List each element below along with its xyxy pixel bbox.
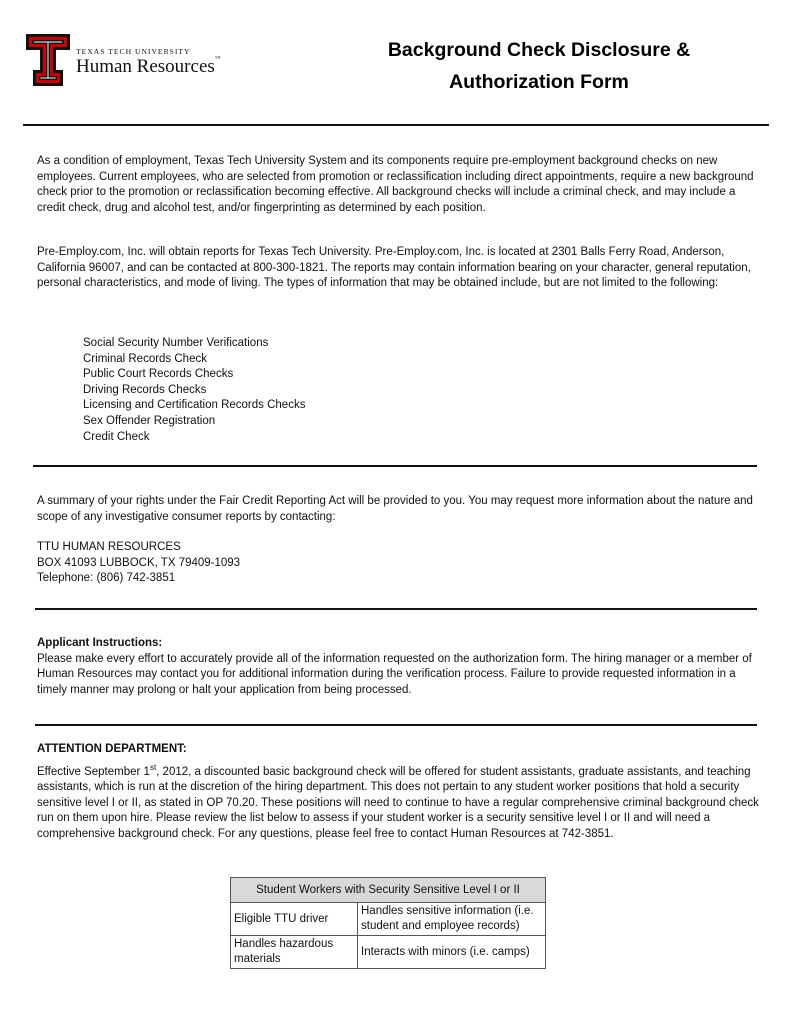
logo-main-text: Human Resources [76, 56, 215, 77]
table-cell: Interacts with minors (i.e. camps) [358, 936, 546, 969]
table-header-row [231, 878, 546, 903]
instructions-heading: Applicant Instructions: [37, 637, 163, 649]
table-header: Student Workers with Security Sensitive Level I or II [231, 878, 546, 903]
logo-department-name [76, 56, 221, 78]
contact-address [37, 540, 437, 587]
table-cell: Handles sensitive information (i.e. student and employee records) [358, 903, 546, 936]
ttu-hr-logo [26, 34, 236, 86]
list-item: Public Court Records Checks [83, 368, 234, 381]
information-types-list [83, 336, 483, 445]
section-divider [35, 608, 757, 610]
security-sensitive-table [230, 877, 546, 969]
attention-body-rest: , 2012, a discounted basic background check will be offered for student assistants, graduate assistants, and teaching assistants, which is run at the discretion of the hiring department. This does not pertain to any student worker positions that hold a security sensitive level I or II, as stated in OP 70.20. These positions will need to continue to have a regular comprehensive criminal background check run on them upon hire. Please review the list below to assess if your student worker is a security sensitive level I or II and will need a comprehensive background check. For any questions, please feel free to contact Human Resources at 742-3851. [37, 765, 759, 840]
attention-department [37, 742, 759, 842]
logo-trademark: ™ [214, 56, 221, 62]
instructions-body: Please make every effort to accurately provide all of the information requested on the authorization form. The hiring manager or a member of Human Resources may contact you for additional information during the verification process. Failure to provide requested information in a timely manner may prolong or halt your application from being processed. [37, 652, 752, 696]
attention-body-start: Effective September 1 [37, 765, 150, 778]
header-divider [23, 124, 769, 126]
table-row [231, 903, 546, 936]
page-title [330, 34, 748, 98]
address-telephone: Telephone: (806) 742-3851 [37, 572, 176, 585]
section-divider [35, 724, 757, 726]
table-cell: Handles hazardous materials [231, 936, 358, 969]
title-line-1: Background Check Disclosure & [387, 39, 691, 61]
title-line-2: Authorization Form [449, 71, 629, 93]
address-line-2: BOX 41093 LUBBOCK, TX 79409-1093 [37, 556, 241, 569]
double-t-logo-icon [26, 34, 70, 86]
list-item: Licensing and Certification Records Checks [83, 399, 306, 412]
logo-university-name: TEXAS TECH UNIVERSITY [76, 47, 191, 56]
attention-heading: ATTENTION DEPARTMENT: [37, 743, 187, 755]
ordinal-suffix: st [149, 762, 157, 772]
list-item: Criminal Records Check [83, 352, 207, 365]
list-item: Credit Check [83, 430, 150, 443]
attention-body [37, 760, 759, 843]
list-item: Social Security Number Verifications [83, 337, 269, 349]
intro-paragraph-2: Pre-Employ.com, Inc. will obtain reports for Texas Tech University. Pre-Employ.com, Inc. is located at 2301 Balls Ferry Road, Anderson, California 96007, and can be contacted at 800-300-1821. The reports may contain information bearing on your character, general reputation, personal characteristics, and mode of living. The types of information that may be obtained include, but are not limited to the following: [37, 246, 751, 290]
rights-paragraph: A summary of your rights under the Fair Credit Reporting Act will be provided to you. You may request more information about the nature and scope of any investigative consumer reports by contacting: [37, 495, 753, 523]
section-divider [33, 465, 757, 467]
list-item: Sex Offender Registration [83, 414, 216, 427]
address-line-1: TTU HUMAN RESOURCES [37, 541, 181, 553]
intro-paragraph-1: As a condition of employment, Texas Tech University System and its components require pre-employment background checks on new employees. Current employees, who are selected from promotion or reclassification including direct appointments, require a new background check prior to the promotion or reclassification becoming effective. All background checks will include a criminal check, and may include a credit check, drug and alcohol test, and/or fingerprinting as determined by each position. [37, 155, 754, 214]
table-row [231, 936, 546, 969]
table-cell: Eligible TTU driver [231, 903, 358, 936]
list-item: Driving Records Checks [83, 383, 207, 396]
applicant-instructions [37, 636, 761, 698]
